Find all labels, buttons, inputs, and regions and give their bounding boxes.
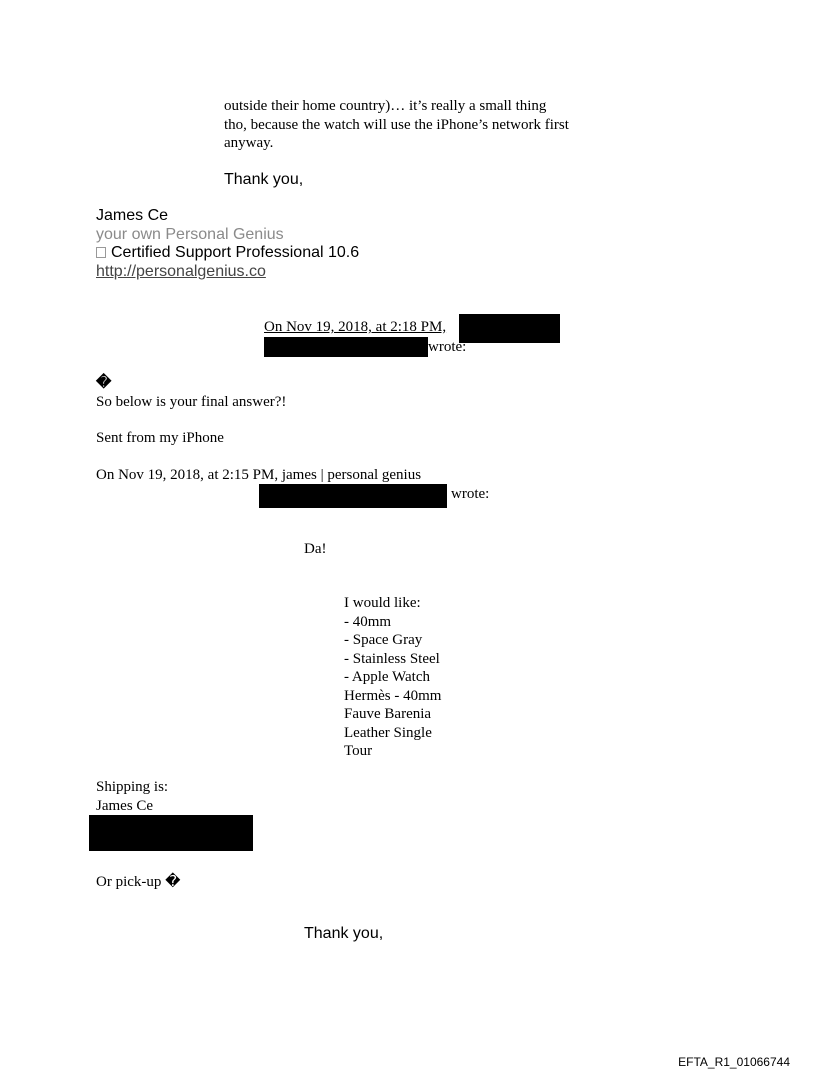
quoted-line: anyway. bbox=[224, 135, 274, 151]
reply-header-1-wrote: wrote: bbox=[428, 339, 467, 355]
pickup-line: Or pick-up � bbox=[96, 874, 181, 890]
shipping-label: Shipping is: bbox=[96, 779, 169, 795]
sent-from: Sent from my iPhone bbox=[96, 430, 224, 446]
signature-name: James Ce bbox=[96, 207, 169, 224]
quoted-line: tho, because the watch will use the iPhone’s network first bbox=[224, 116, 569, 133]
shipping-name: James Ce bbox=[96, 797, 154, 814]
order-line: - Apple Watch bbox=[344, 669, 430, 685]
apple-logo-placeholder-icon bbox=[96, 247, 106, 258]
order-line: - Stainless Steel bbox=[344, 650, 440, 667]
signature-cert-text: Certified Support Professional 10.6 bbox=[111, 244, 360, 261]
redaction-box bbox=[89, 815, 253, 851]
quoted-paragraph bbox=[224, 97, 569, 153]
signature-tagline: your own Personal Genius bbox=[96, 225, 284, 243]
greeting: Da! bbox=[304, 541, 327, 557]
reply-header-1-line1 bbox=[264, 318, 446, 337]
redaction-box bbox=[264, 337, 428, 357]
order-line: - 40mm bbox=[344, 613, 392, 630]
unknown-glyph-icon: � bbox=[96, 375, 112, 391]
order-list bbox=[344, 594, 441, 761]
message-body: So below is your final answer?! bbox=[96, 394, 287, 410]
order-line: - Space Gray bbox=[344, 632, 423, 648]
redaction-box bbox=[459, 314, 560, 343]
shipping-block bbox=[96, 778, 168, 815]
reply-header-2-line1: On Nov 19, 2018, at 2:15 PM, james | personal genius bbox=[96, 467, 422, 483]
quoted-line: outside their home country)… it’s really a small thing bbox=[224, 98, 547, 114]
order-line: Fauve Barenia bbox=[344, 706, 432, 722]
order-line: Tour bbox=[344, 743, 373, 759]
closing-thank-you: Thank you, bbox=[224, 171, 304, 188]
signature-cert bbox=[96, 244, 359, 263]
order-line: I would like: bbox=[344, 595, 421, 611]
reply-header-2-wrote: wrote: bbox=[451, 486, 490, 502]
redaction-box bbox=[259, 484, 447, 508]
signature-link[interactable]: http://personalgenius.co bbox=[96, 262, 266, 280]
order-line: Hermès - 40mm bbox=[344, 687, 442, 704]
document-id: EFTA_R1_01066744 bbox=[678, 1055, 790, 1069]
signature-block bbox=[96, 207, 359, 281]
order-line: Leather Single bbox=[344, 724, 432, 741]
closing-thank-you-2: Thank you, bbox=[304, 925, 384, 942]
reply-header-date: On Nov 19, 2018, at 2:18 PM, bbox=[264, 319, 447, 335]
